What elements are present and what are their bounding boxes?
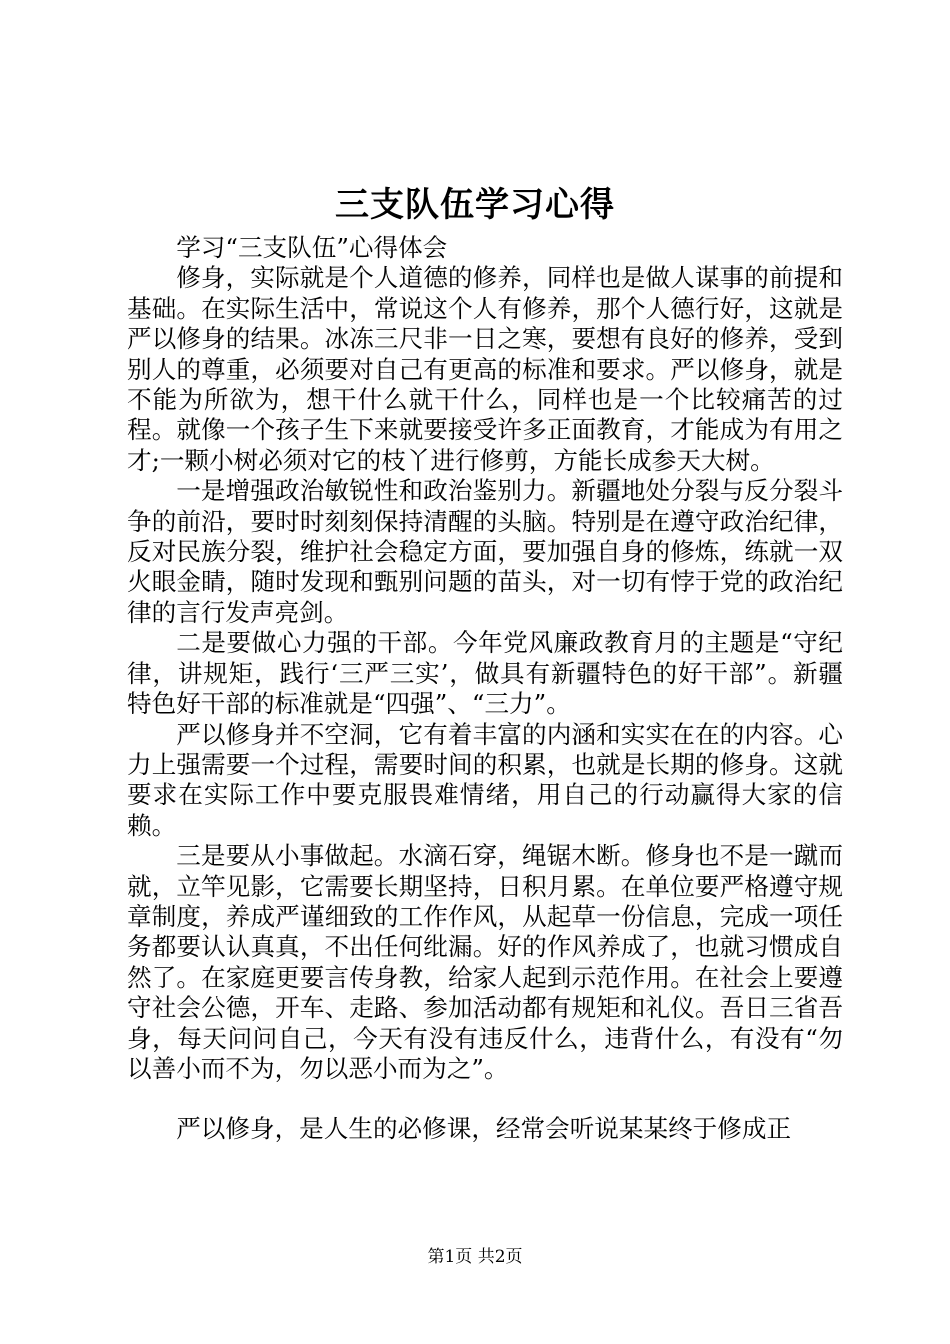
paragraph-4: 严以修身并不空洞，它有着丰富的内涵和实实在在的内容。心力上强需要一个过程，需要时间的积累，也就是长期的修身。这就要求在实际工作中要克服畏难情绪，用自己的行动赢得大家的信赖。	[127, 719, 843, 840]
paragraph-1: 修身，实际就是个人道德的修养，同样也是做人谋事的前提和基础。在实际生活中，常说这个人有修养，那个人德行好，这就是严以修身的结果。冰冻三尺非一日之寒，要想有良好的修养，受到别人的尊重，必须要对自己有更高的标准和要求。严以修身，就是不能为所欲为，想干什么就干什么，同样也是一个比较痛苦的过程。就像一个孩子生下来就要接受许多正面教育，才能成为有用之才;一颗小树必须对它的枝丫进行修剪，方能长成参天大树。	[127, 263, 843, 475]
paragraph-2: 一是增强政治敏锐性和政治鉴别力。新疆地处分裂与反分裂斗争的前沿，要时时刻刻保持清醒的头脑。特别是在遵守政治纪律，反对民族分裂，维护社会稳定方面，要加强自身的修炼，练就一双火眼金睛，随时发现和甄别问题的苗头，对一切有悖于党的政治纪律的言行发声亮剑。	[127, 476, 843, 627]
page-footer: 第1页 共2页	[427, 1247, 523, 1267]
document-body	[127, 233, 843, 1145]
subtitle: 学习“三支队伍”心得体会	[176, 233, 448, 262]
paragraph-5: 三是要从小事做起。水滴石穿，绳锯木断。修身也不是一蹴而就，立竿见影，它需要长期坚持，日积月累。在单位要严格遵守规章制度，养成严谨细致的工作作风，从起草一份信息，完成一项任务都要认认真真，不出任何纰漏。好的作风养成了，也就习惯成自然了。在家庭更要言传身教，给家人起到示范作用。在社会上要遵守社会公德，开车、走路、参加活动都有规矩和礼仪。吾日三省吾身，每天问问自己，今天有没有违反什么，违背什么，有没有“勿以善小而不为，勿以恶小而为之”。	[127, 841, 843, 1083]
document-title: 三支队伍学习心得	[335, 185, 615, 225]
paragraph-3: 二是要做心力强的干部。今年党风廉政教育月的主题是“守纪律，讲规矩，践行‘三严三实’，做具有新疆特色的好干部”。新疆特色好干部的标准就是“四强”、“三力”。	[127, 628, 843, 719]
paragraph-6: 严以修身，是人生的必修课，经常会听说某某终于修成正	[176, 1114, 792, 1144]
